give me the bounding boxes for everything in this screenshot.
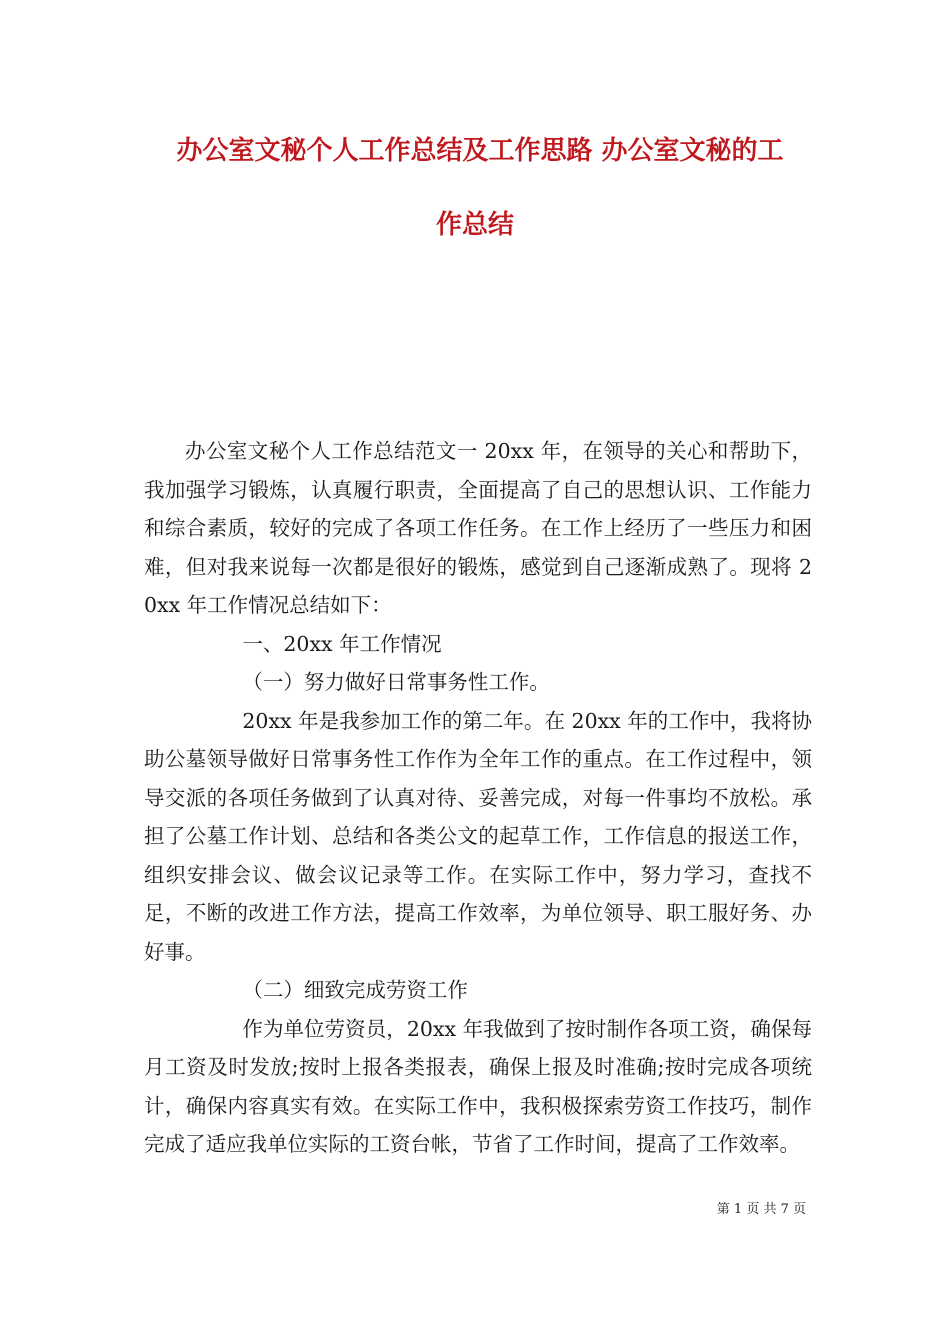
subsection-heading-payroll: （二）细致完成劳资工作 bbox=[242, 978, 468, 1002]
document-title-line-2: 作总结 bbox=[435, 210, 514, 240]
subsection-heading-daily-affairs: （一）努力做好日常事务性工作。 bbox=[242, 670, 550, 694]
paragraph-payroll: 作为单位劳资员，20xx 年我做到了按时制作各项工资，确保每月工资及时发放;按时上报各类报表，确保上报及时准确;按时完成各项统计，确保内容真实有效。在实际工作中，我积极探索劳资工作技巧，制作完成了适应我单位实际的工资台帐，节省了工作时间，提高了工作效率。 bbox=[144, 1016, 812, 1156]
paragraph-intro: 办公室文秘个人工作总结范文一 20xx 年，在领导的关心和帮助下，我加强学习锻炼，认真履行职责，全面提高了自己的思想认识、工作能力和综合素质，较好的完成了各项工作任务。在工作上经历了一些压力和困难，但对我来说每一次都是很好的锻炼，感觉到自己逐渐成熟了。现将 20xx 年工作情况总结如下： bbox=[144, 439, 812, 617]
page-number-footer: 第 1 页 共 7 页 bbox=[716, 1202, 806, 1217]
paragraph-daily-affairs: 20xx 年是我参加工作的第二年。在 20xx 年的工作中，我将协助公墓领导做好日常事务性工作作为全年工作的重点。在工作过程中，领导交派的各项任务做到了认真对待、妥善完成，对每一件事均不放松。承担了公墓工作计划、总结和各类公文的起草工作，工作信息的报送工作，组织安排会议、做会议记录等工作。在实际工作中，努力学习，查找不足，不断的改进工作方法，提高工作效率，为单位领导、职工服好务、办好事。 bbox=[144, 708, 812, 964]
document-title-line-1: 办公室文秘个人工作总结及工作思路 办公室文秘的工 bbox=[176, 136, 784, 166]
section-heading-work-status: 一、20xx 年工作情况 bbox=[242, 631, 442, 656]
document-body bbox=[144, 432, 812, 1164]
